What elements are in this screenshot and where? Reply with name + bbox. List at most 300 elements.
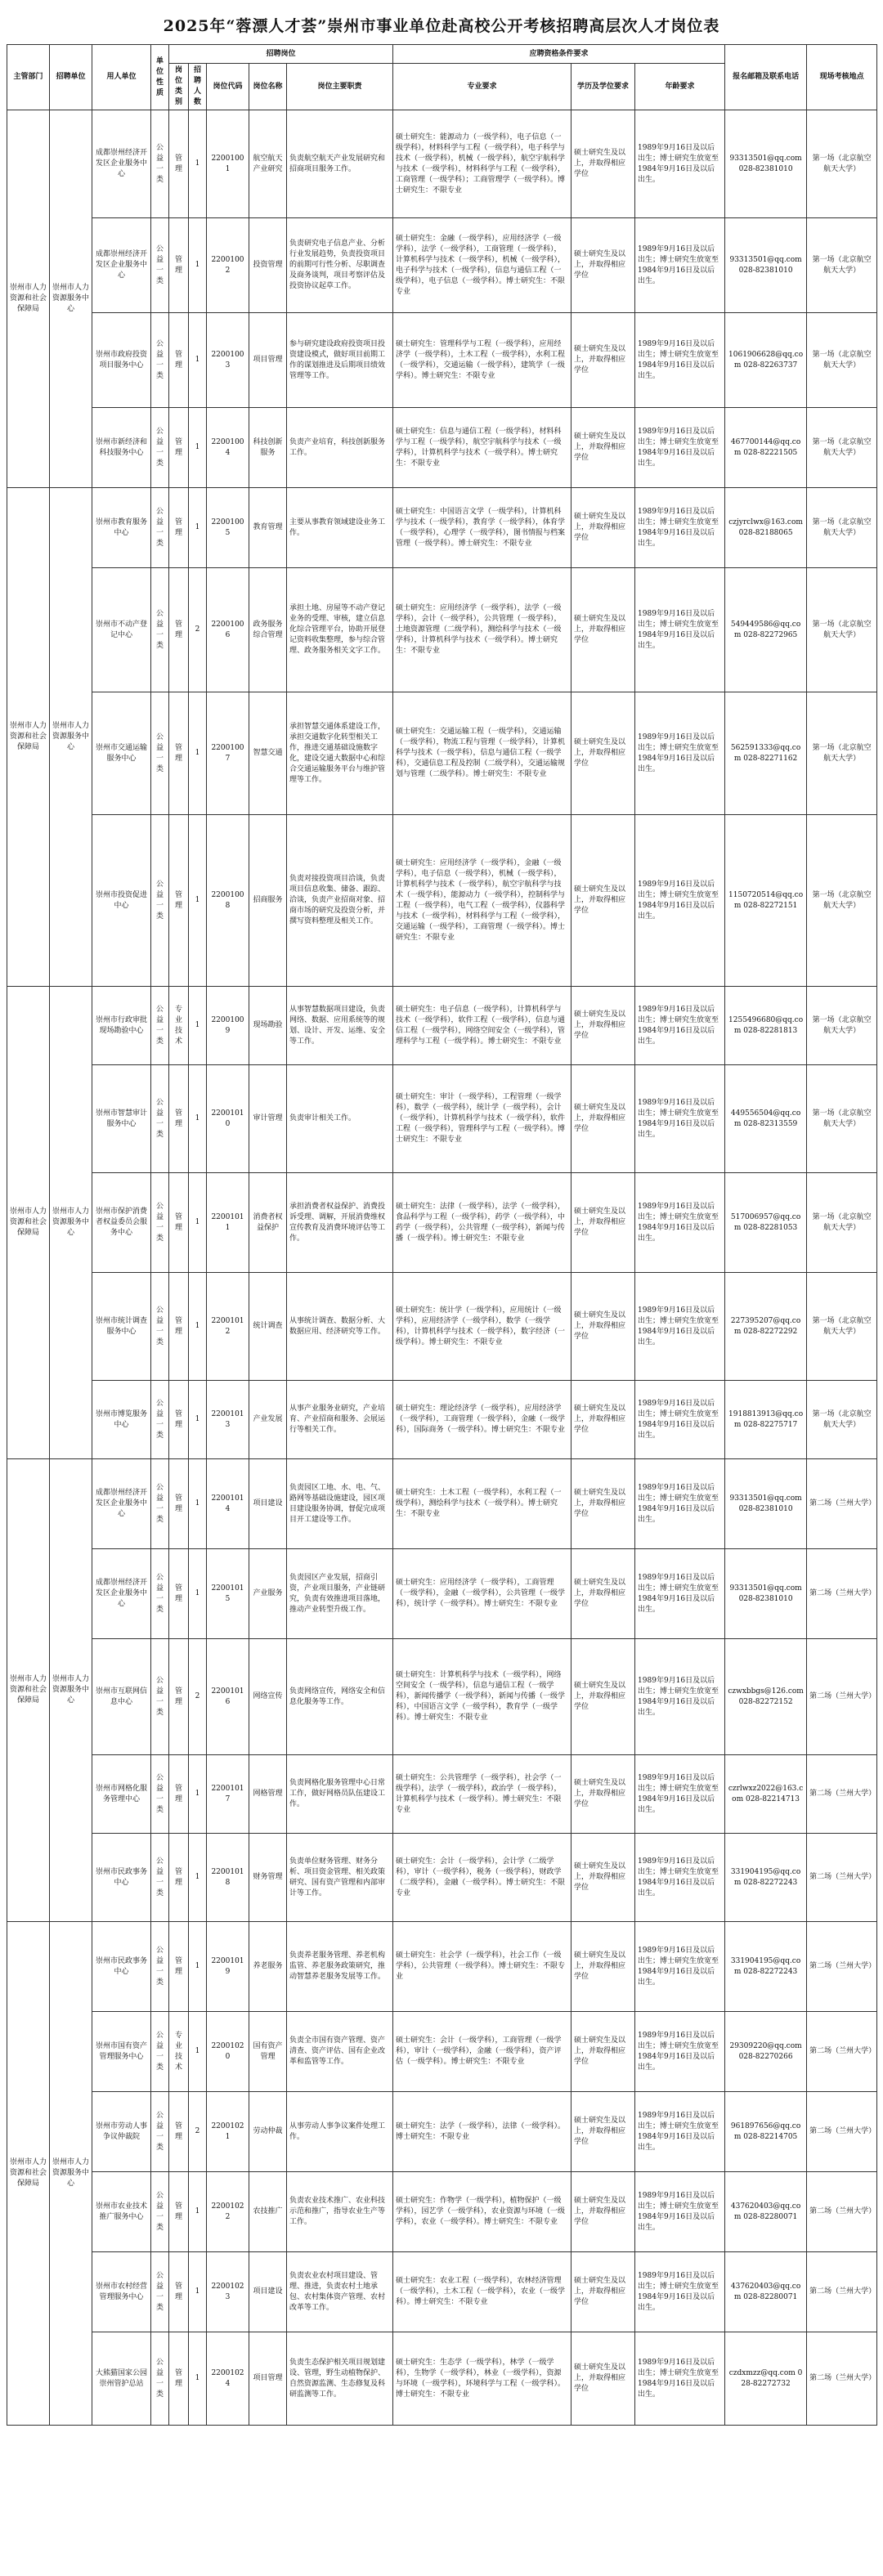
table-row (7, 1173, 877, 1273)
cell-dept: 崇州市人力资源和社会保障局 (7, 987, 50, 1459)
cell-duty: 从事统计调查、数据分析、大数据应用、经济研究等工作。 (287, 1273, 393, 1381)
cell-user-unit: 崇州市农村经营管理服务中心 (92, 2252, 151, 2332)
cell-degree: 硕士研究生及以上，并取得相应学位 (571, 1922, 635, 2012)
cell-duty: 负责全市国有资产管理、资产清查、资产评估、国有企业改革和监管等工作。 (287, 2012, 393, 2092)
cell-major: 硕士研究生：电子信息（一级学科），计算机科学与技术（一级学科），软件工程（一级学科），信息与通信工程（一级学科），网络空间安全（一级学科），管理科学与工程（一级学科）。博士研究生：不限专业 (393, 987, 571, 1065)
cell-unit: 崇州市人力资源服务中心 (50, 1459, 92, 1922)
cell-count: 1 (189, 218, 207, 313)
cell-contact[interactable]: 1061906628@qq.com 028-82263737 (725, 313, 807, 408)
cell-pos-type: 专业技术 (169, 2012, 189, 2092)
table-row (7, 110, 877, 218)
cell-age: 1989年9月16日及以后出生；博士研究生放宽至1984年9月16日及以后出生。 (635, 568, 725, 692)
cell-dept: 崇州市人力资源和社会保障局 (7, 1922, 50, 2426)
cell-unit-type: 公益一类 (151, 1639, 169, 1755)
cell-pos-name: 审计管理 (249, 1065, 287, 1173)
cell-unit-type: 公益一类 (151, 110, 169, 218)
cell-place: 第二场（兰州大学） (807, 1459, 877, 1549)
cell-place: 第一场（北京航空航天大学） (807, 488, 877, 568)
cell-major: 硕士研究生：应用经济学（一级学科），金融（一级学科），电子信息（一级学科），机械（一级学科），计算机科学与技术（一级学科），航空宇航科学与技术（一级学科），能源动力（一级学科），控制科学与工程（一级学科），电气工程（一级学科），仪器科学与技术（一级学科），材料科学与工程（一级学科），交通运输（一级学科），工商管理（一级学科）。博士研究生：不限专业 (393, 815, 571, 987)
header-major: 专业要求 (393, 64, 571, 110)
cell-degree: 硕士研究生及以上，并取得相应学位 (571, 1273, 635, 1381)
cell-major: 硕士研究生：信息与通信工程（一级学科），材料科学与工程（一级学科），航空宇航科学与技术（一级学科），计算机科学与技术（一级学科）。博士研究生：不限专业 (393, 408, 571, 488)
cell-unit-type: 公益一类 (151, 408, 169, 488)
cell-contact[interactable]: czdxmzz@qq.com 028-82272732 (725, 2332, 807, 2426)
cell-major: 硕士研究生：农业工程（一级学科），农林经济管理（一级学科），土木工程（一级学科），农业（一级学科）。博士研究生：不限专业 (393, 2252, 571, 2332)
cell-place: 第二场（兰州大学） (807, 1922, 877, 2012)
cell-user-unit: 崇州市新经济和科技服务中心 (92, 408, 151, 488)
cell-duty: 负责网格化服务管理中心日常工作，做好网格员队伍建设工作。 (287, 1755, 393, 1834)
cell-degree: 硕士研究生及以上，并取得相应学位 (571, 2092, 635, 2172)
cell-major: 硕士研究生：交通运输工程（一级学科），交通运输（一级学科），物流工程与管理（一级学科），计算机科学与技术（一级学科），信息与通信工程（一级学科），交通信息工程及控制（二级学科），交通运输规划与管理（二级学科）。博士研究生：不限专业 (393, 692, 571, 815)
cell-contact[interactable]: 562591333@qq.com 028-82271162 (725, 692, 807, 815)
cell-unit: 崇州市人力资源服务中心 (50, 488, 92, 987)
cell-unit: 崇州市人力资源服务中心 (50, 110, 92, 488)
table-row (7, 2332, 877, 2426)
cell-user-unit: 崇州市民政事务中心 (92, 1922, 151, 2012)
cell-pos-name: 统计调查 (249, 1273, 287, 1381)
cell-pos-type: 管理 (169, 218, 189, 313)
cell-degree: 硕士研究生及以上，并取得相应学位 (571, 2172, 635, 2252)
cell-degree: 硕士研究生及以上，并取得相应学位 (571, 110, 635, 218)
cell-age: 1989年9月16日及以后出生；博士研究生放宽至1984年9月16日及以后出生。 (635, 2092, 725, 2172)
cell-age: 1989年9月16日及以后出生；博士研究生放宽至1984年9月16日及以后出生。 (635, 1834, 725, 1922)
cell-unit-type: 公益一类 (151, 2172, 169, 2252)
cell-age: 1989年9月16日及以后出生；博士研究生放宽至1984年9月16日及以后出生。 (635, 987, 725, 1065)
cell-place: 第一场（北京航空航天大学） (807, 568, 877, 692)
cell-count: 1 (189, 2172, 207, 2252)
cell-duty: 负责审计相关工作。 (287, 1065, 393, 1173)
cell-place: 第一场（北京航空航天大学） (807, 1273, 877, 1381)
table-row (7, 692, 877, 815)
cell-user-unit: 崇州市互联网信息中心 (92, 1639, 151, 1755)
cell-degree: 硕士研究生及以上，并取得相应学位 (571, 2332, 635, 2426)
cell-unit-type: 公益一类 (151, 815, 169, 987)
cell-pos-type: 管理 (169, 1173, 189, 1273)
cell-place: 第二场（兰州大学） (807, 2092, 877, 2172)
cell-code: 22001007 (207, 692, 249, 815)
cell-code: 22001018 (207, 1834, 249, 1922)
cell-pos-type: 管理 (169, 568, 189, 692)
cell-age: 1989年9月16日及以后出生；博士研究生放宽至1984年9月16日及以后出生。 (635, 2332, 725, 2426)
cell-degree: 硕士研究生及以上，并取得相应学位 (571, 1173, 635, 1273)
cell-code: 22001001 (207, 110, 249, 218)
cell-contact[interactable]: 331904195@qq.com 028-82272243 (725, 1834, 807, 1922)
cell-code: 22001017 (207, 1755, 249, 1834)
cell-age: 1989年9月16日及以后出生；博士研究生放宽至1984年9月16日及以后出生。 (635, 2012, 725, 2092)
cell-pos-name: 智慧交通 (249, 692, 287, 815)
cell-age: 1989年9月16日及以后出生；博士研究生放宽至1984年9月16日及以后出生。 (635, 815, 725, 987)
cell-major: 硕士研究生：作物学（一级学科），植物保护（一级学科），园艺学（一级学科），农业资源与环境（一级学科），农业（一级学科）。博士研究生：不限专业 (393, 2172, 571, 2252)
cell-major: 硕士研究生：生态学（一级学科），林学（一级学科），生物学（一级学科），林业（一级学科），资源与环境（一级学科），环境科学与工程（一级学科）。博士研究生：不限专业 (393, 2332, 571, 2426)
cell-duty: 承担智慧交通体系建设工作，承担交通数字化转型相关工作，推进交通基础设施数字化，建设交通大数据中心和综合交通运输服务平台与维护管理等工作。 (287, 692, 393, 815)
cell-degree: 硕士研究生及以上，并取得相应学位 (571, 1065, 635, 1173)
cell-code: 22001004 (207, 408, 249, 488)
table-row (7, 1549, 877, 1639)
table-row (7, 1639, 877, 1755)
cell-degree: 硕士研究生及以上，并取得相应学位 (571, 218, 635, 313)
cell-contact[interactable]: 331904195@qq.com 028-82272243 (725, 1922, 807, 2012)
cell-pos-name: 项目管理 (249, 2332, 287, 2426)
cell-count: 1 (189, 408, 207, 488)
cell-place: 第二场（兰州大学） (807, 2252, 877, 2332)
cell-user-unit: 崇州市网格化服务管理中心 (92, 1755, 151, 1834)
header-unit: 招聘单位 (50, 45, 92, 110)
cell-degree: 硕士研究生及以上，并取得相应学位 (571, 568, 635, 692)
cell-count: 1 (189, 2012, 207, 2092)
cell-code: 22001024 (207, 2332, 249, 2426)
table-row (7, 2092, 877, 2172)
cell-user-unit: 成都崇州经济开发区企业服务中心 (92, 110, 151, 218)
cell-duty: 承担土地、房屋等不动产登记业务的受理、审核，建立信息化综合管理平台，协助开展登记资料收集整理，参与综合管理、政务服务相关文字工作。 (287, 568, 393, 692)
cell-pos-name: 项目建设 (249, 2252, 287, 2332)
table-row (7, 1459, 877, 1549)
header-count: 招聘人数 (189, 64, 207, 110)
cell-unit-type: 公益一类 (151, 1922, 169, 2012)
cell-code: 22001009 (207, 987, 249, 1065)
cell-major: 硕士研究生：法律（一级学科），法学（一级学科），食品科学与工程（一级学科），药学（一级学科），中药学（一级学科），公共管理（一级学科），新闻与传播（一级学科）。博士研究生：不限专业 (393, 1173, 571, 1273)
cell-degree: 硕士研究生及以上，并取得相应学位 (571, 1549, 635, 1639)
header-duty: 岗位主要职责 (287, 64, 393, 110)
cell-pos-name: 消费者权益保护 (249, 1173, 287, 1273)
cell-degree: 硕士研究生及以上，并取得相应学位 (571, 1459, 635, 1549)
cell-dept: 崇州市人力资源和社会保障局 (7, 110, 50, 488)
cell-user-unit: 大熊猫国家公园崇州管护总站 (92, 2332, 151, 2426)
cell-code: 22001020 (207, 2012, 249, 2092)
header-position-group: 招聘岗位 (169, 45, 393, 64)
cell-count: 1 (189, 987, 207, 1065)
cell-duty: 负责园区工地、水、电、气、路网等基础设施建设，园区项目建设服务协调，督促完成项目开工建设等工作。 (287, 1459, 393, 1549)
cell-duty: 负责研究电子信息产业、分析行业发展趋势，负责投资项目的前期可行性分析、尽职调查及商务谈判，项目考察评估及投资协议起草工作。 (287, 218, 393, 313)
header-unit-type: 单位性质 (151, 45, 169, 110)
cell-age: 1989年9月16日及以后出生；博士研究生放宽至1984年9月16日及以后出生。 (635, 2172, 725, 2252)
cell-pos-name: 国有资产管理 (249, 2012, 287, 2092)
cell-pos-type: 管理 (169, 408, 189, 488)
cell-age: 1989年9月16日及以后出生；博士研究生放宽至1984年9月16日及以后出生。 (635, 313, 725, 408)
cell-age: 1989年9月16日及以后出生；博士研究生放宽至1984年9月16日及以后出生。 (635, 218, 725, 313)
cell-user-unit: 成都崇州经济开发区企业服务中心 (92, 1459, 151, 1549)
cell-duty: 负责网络宣传，网络安全和信息化服务等工作。 (287, 1639, 393, 1755)
cell-unit: 崇州市人力资源服务中心 (50, 987, 92, 1459)
cell-code: 22001015 (207, 1549, 249, 1639)
cell-major: 硕士研究生：金融（一级学科），应用经济学（一级学科），法学（一级学科），工商管理（一级学科），计算机科学与技术（一级学科），机械（一级学科），电子科学与技术（一级学科），信息与通信工程（一级学科），电子信息（一级学科）。博士研究生：不限专业 (393, 218, 571, 313)
cell-user-unit: 崇州市不动产登记中心 (92, 568, 151, 692)
cell-age: 1989年9月16日及以后出生；博士研究生放宽至1984年9月16日及以后出生。 (635, 692, 725, 815)
cell-count: 1 (189, 692, 207, 815)
cell-major: 硕士研究生：统计学（一级学科），应用统计（一级学科），应用经济学（一级学科），数学（一级学科），计算机科学与技术（一级学科），数字经济（一级学科）。博士研究生：不限专业 (393, 1273, 571, 1381)
cell-place: 第二场（兰州大学） (807, 1639, 877, 1755)
header-user-unit: 用人单位 (92, 45, 151, 110)
cell-code: 22001006 (207, 568, 249, 692)
cell-major: 硕士研究生：能源动力（一级学科），电子信息（一级学科），材料科学与工程（一级学科），电子科学与技术（一级学科），机械（一级学科），航空宇航科学与技术（一级学科），材料科学与工程（一级学科），工商管理（一级学科）；工商管理学（一级学科）。博士研究生：不限专业 (393, 110, 571, 218)
cell-degree: 硕士研究生及以上，并取得相应学位 (571, 815, 635, 987)
cell-unit-type: 公益一类 (151, 2092, 169, 2172)
cell-pos-name: 项目建设 (249, 1459, 287, 1549)
cell-age: 1989年9月16日及以后出生；博士研究生放宽至1984年9月16日及以后出生。 (635, 408, 725, 488)
cell-unit-type: 公益一类 (151, 1834, 169, 1922)
cell-count: 1 (189, 1065, 207, 1173)
cell-contact[interactable]: 449556504@qq.com 028-82313559 (725, 1065, 807, 1173)
header-condition-group: 应聘资格条件要求 (393, 45, 725, 64)
cell-user-unit: 崇州市民政事务中心 (92, 1834, 151, 1922)
cell-code: 22001005 (207, 488, 249, 568)
cell-duty: 从事劳动人事争议案件处理工作。 (287, 2092, 393, 2172)
cell-count: 1 (189, 815, 207, 987)
cell-count: 1 (189, 313, 207, 408)
cell-degree: 硕士研究生及以上，并取得相应学位 (571, 987, 635, 1065)
cell-place: 第一场（北京航空航天大学） (807, 815, 877, 987)
cell-count: 1 (189, 488, 207, 568)
header-code: 岗位代码 (207, 64, 249, 110)
cell-major: 硕士研究生：社会学（一级学科），社会工作（一级学科），公共管理（一级学科）。博士研究生：不限专业 (393, 1922, 571, 2012)
table-row (7, 1834, 877, 1922)
cell-count: 1 (189, 2252, 207, 2332)
cell-age: 1989年9月16日及以后出生；博士研究生放宽至1984年9月16日及以后出生。 (635, 488, 725, 568)
cell-count: 1 (189, 1173, 207, 1273)
table-row (7, 1273, 877, 1381)
cell-unit-type: 公益一类 (151, 1273, 169, 1381)
table-row (7, 2172, 877, 2252)
cell-pos-name: 投资管理 (249, 218, 287, 313)
cell-pos-type: 管理 (169, 1381, 189, 1459)
cell-unit-type: 公益一类 (151, 1381, 169, 1459)
cell-count: 2 (189, 1639, 207, 1755)
cell-pos-type: 管理 (169, 1922, 189, 2012)
table-row (7, 1922, 877, 2012)
cell-count: 1 (189, 110, 207, 218)
cell-code: 22001012 (207, 1273, 249, 1381)
cell-major: 硕士研究生：土木工程（一级学科），水利工程（一级学科），测绘科学与技术（一级学科）。博士研究生：不限专业 (393, 1459, 571, 1549)
cell-age: 1989年9月16日及以后出生；博士研究生放宽至1984年9月16日及以后出生。 (635, 1639, 725, 1755)
table-row (7, 488, 877, 568)
table-row (7, 1755, 877, 1834)
cell-contact[interactable]: 437620403@qq.com 028-82280071 (725, 2252, 807, 2332)
cell-unit-type: 公益一类 (151, 568, 169, 692)
cell-major: 硕士研究生：会计（一级学科），工商管理（一级学科），审计（一级学科），金融（一级学科），资产评估（一级学科）。博士研究生：不限专业 (393, 2012, 571, 2092)
cell-duty: 负责农业技术推广、农业科技示范和推广，指导农业生产等工作。 (287, 2172, 393, 2252)
cell-code: 22001002 (207, 218, 249, 313)
cell-duty: 从事智慧数据项目建设，负责网络、数据、应用系统等的规划、设计、开发、运维、安全等工作。 (287, 987, 393, 1065)
cell-major: 硕士研究生：计算机科学与技术（一级学科），网络空间安全（一级学科），信息与通信工程（一级学科），新闻传播学（一级学科），新闻与传播（一级学科），中国语言文学（一级学科），教育学（一级学科）。博士研究生：不限专业 (393, 1639, 571, 1755)
cell-user-unit: 成都崇州经济开发区企业服务中心 (92, 1549, 151, 1639)
cell-code: 22001019 (207, 1922, 249, 2012)
cell-pos-name: 产业发展 (249, 1381, 287, 1459)
cell-pos-name: 网络宣传 (249, 1639, 287, 1755)
cell-contact[interactable]: 1918813913@qq.com 028-82275717 (725, 1381, 807, 1459)
cell-place: 第二场（兰州大学） (807, 1755, 877, 1834)
cell-pos-type: 管理 (169, 692, 189, 815)
cell-count: 1 (189, 1549, 207, 1639)
cell-code: 22001011 (207, 1173, 249, 1273)
cell-code: 22001023 (207, 2252, 249, 2332)
cell-age: 1989年9月16日及以后出生；博士研究生放宽至1984年9月16日及以后出生。 (635, 1922, 725, 2012)
cell-major: 硕士研究生：会计（一级学科），会计学（二级学科），审计（一级学科），税务（一级学科），财政学（二级学科），金融（一级学科）。博士研究生：不限专业 (393, 1834, 571, 1922)
cell-count: 1 (189, 2332, 207, 2426)
cell-user-unit: 崇州市国有资产管理服务中心 (92, 2012, 151, 2092)
cell-dept: 崇州市人力资源和社会保障局 (7, 488, 50, 987)
cell-pos-name: 网格管理 (249, 1755, 287, 1834)
cell-duty: 主要从事教育领域建设业务工作。 (287, 488, 393, 568)
cell-pos-name: 财务管理 (249, 1834, 287, 1922)
cell-age: 1989年9月16日及以后出生；博士研究生放宽至1984年9月16日及以后出生。 (635, 1549, 725, 1639)
cell-count: 1 (189, 1381, 207, 1459)
cell-unit-type: 公益一类 (151, 1173, 169, 1273)
header-pos-type: 岗位类别 (169, 64, 189, 110)
cell-contact[interactable]: czjyrclwx@163.com 028-82188065 (725, 488, 807, 568)
cell-contact[interactable]: 29309220@qq.com 028-82270266 (725, 2012, 807, 2092)
cell-unit-type: 公益一类 (151, 2252, 169, 2332)
cell-duty: 参与研究建设政府投资项目投资建设模式，做好项目前期工作的谋划推进及后期项目绩效管理等工作。 (287, 313, 393, 408)
cell-pos-name: 现场勘验 (249, 987, 287, 1065)
cell-place: 第二场（兰州大学） (807, 1834, 877, 1922)
cell-contact[interactable]: 961897656@qq.com 028-82214705 (725, 2092, 807, 2172)
cell-user-unit: 崇州市保护消费者权益委员会服务中心 (92, 1173, 151, 1273)
cell-pos-name: 农技推广 (249, 2172, 287, 2252)
cell-count: 1 (189, 1273, 207, 1381)
cell-degree: 硕士研究生及以上，并取得相应学位 (571, 1639, 635, 1755)
cell-unit-type: 公益一类 (151, 488, 169, 568)
cell-user-unit: 崇州市智慧审计服务中心 (92, 1065, 151, 1173)
cell-unit-type: 公益一类 (151, 313, 169, 408)
cell-count: 2 (189, 2092, 207, 2172)
cell-dept: 崇州市人力资源和社会保障局 (7, 1459, 50, 1922)
cell-unit-type: 公益一类 (151, 218, 169, 313)
header-pos-name: 岗位名称 (249, 64, 287, 110)
cell-major: 硕士研究生：应用经济学（一级学科），法学（一级学科），会计（一级学科），公共管理（一级学科），土地资源管理（二级学科），测绘科学与技术（一级学科），计算机科学与技术（一级学科）。博士研究生：不限专业 (393, 568, 571, 692)
cell-code: 22001008 (207, 815, 249, 987)
cell-pos-type: 管理 (169, 1834, 189, 1922)
cell-count: 1 (189, 1755, 207, 1834)
header-contact: 报名邮箱及联系电话 (725, 45, 807, 110)
cell-pos-name: 科技创新服务 (249, 408, 287, 488)
cell-place: 第一场（北京航空航天大学） (807, 313, 877, 408)
cell-count: 1 (189, 1922, 207, 2012)
cell-contact[interactable]: 1255496680@qq.com 028-82281813 (725, 987, 807, 1065)
cell-contact[interactable]: czrlwxz2022@163.com 028-82214713 (725, 1755, 807, 1834)
cell-contact[interactable]: 1150720514@qq.com 028-82272151 (725, 815, 807, 987)
cell-duty: 负责单位财务管理、财务分析、项目资金管理、相关政策研究、国有资产管理和内部审计等工作。 (287, 1834, 393, 1922)
cell-pos-name: 项目管理 (249, 313, 287, 408)
cell-pos-name: 养老服务 (249, 1922, 287, 2012)
cell-pos-type: 管理 (169, 313, 189, 408)
cell-age: 1989年9月16日及以后出生；博士研究生放宽至1984年9月16日及以后出生。 (635, 110, 725, 218)
cell-pos-type: 管理 (169, 110, 189, 218)
cell-degree: 硕士研究生及以上，并取得相应学位 (571, 488, 635, 568)
header-degree: 学历及学位要求 (571, 64, 635, 110)
cell-duty: 负责航空航天产业发展研究和招商项目服务工作。 (287, 110, 393, 218)
cell-duty: 承担消费者权益保护、消费投诉受理、调解，开展消费维权宣传教育及消费环境评估等工作。 (287, 1173, 393, 1273)
cell-degree: 硕士研究生及以上，并取得相应学位 (571, 313, 635, 408)
cell-contact[interactable]: 93313501@qq.com 028-82381010 (725, 110, 807, 218)
cell-major: 硕士研究生：理论经济学（一级学科），应用经济学（一级学科），工商管理（一级学科），金融（一级学科），国际商务（一级学科）。博士研究生：不限专业 (393, 1381, 571, 1459)
cell-user-unit: 崇州市投资促进中心 (92, 815, 151, 987)
cell-duty: 负责产业培育，科技创新服务工作。 (287, 408, 393, 488)
cell-unit: 崇州市人力资源服务中心 (50, 1922, 92, 2426)
cell-unit-type: 公益一类 (151, 2012, 169, 2092)
cell-age: 1989年9月16日及以后出生；博士研究生放宽至1984年9月16日及以后出生。 (635, 1755, 725, 1834)
cell-pos-type: 管理 (169, 2332, 189, 2426)
cell-place: 第一场（北京航空航天大学） (807, 110, 877, 218)
cell-user-unit: 崇州市农业技术推广服务中心 (92, 2172, 151, 2252)
cell-pos-type: 专业技术 (169, 987, 189, 1065)
cell-contact[interactable]: 227395207@qq.com 028-82272292 (725, 1273, 807, 1381)
cell-contact[interactable]: 467700144@qq.com 028-82221505 (725, 408, 807, 488)
cell-code: 22001003 (207, 313, 249, 408)
table-row (7, 218, 877, 313)
table-row (7, 987, 877, 1065)
cell-contact[interactable]: czwxbbgs@126.com 028-82272152 (725, 1639, 807, 1755)
cell-pos-name: 招商服务 (249, 815, 287, 987)
cell-age: 1989年9月16日及以后出生；博士研究生放宽至1984年9月16日及以后出生。 (635, 1065, 725, 1173)
cell-code: 22001021 (207, 2092, 249, 2172)
cell-contact[interactable]: 93313501@qq.com 028-82381010 (725, 218, 807, 313)
cell-unit-type: 公益一类 (151, 1065, 169, 1173)
cell-pos-type: 管理 (169, 815, 189, 987)
cell-contact[interactable]: 549449586@qq.com 028-82272965 (725, 568, 807, 692)
table-row (7, 408, 877, 488)
cell-degree: 硕士研究生及以上，并取得相应学位 (571, 1834, 635, 1922)
cell-pos-type: 管理 (169, 2252, 189, 2332)
cell-place: 第二场（兰州大学） (807, 2172, 877, 2252)
header-dept: 主管部门 (7, 45, 50, 110)
cell-major: 硕士研究生：审计（一级学科），工程管理（一级学科），数学（一级学科），统计学（一级学科），会计（一级学科），计算机科学与技术（一级学科），软件工程（一级学科），管理科学与工程（一级学科）。博士研究生：不限专业 (393, 1065, 571, 1173)
cell-user-unit: 崇州市教育服务中心 (92, 488, 151, 568)
cell-pos-type: 管理 (169, 2092, 189, 2172)
cell-duty: 负责对接投资项目洽谈，负责项目信息收集、储备、跟踪、洽谈，负责产业招商对象、招商市场的研究及投资分析，并撰写资料整理及相关工作。 (287, 815, 393, 987)
positions-table (7, 44, 877, 2426)
cell-place: 第一场（北京航空航天大学） (807, 692, 877, 815)
cell-age: 1989年9月16日及以后出生；博士研究生放宽至1984年9月16日及以后出生。 (635, 1173, 725, 1273)
table-row (7, 1381, 877, 1459)
cell-user-unit: 崇州市政府投资项目服务中心 (92, 313, 151, 408)
cell-duty: 负责生态保护相关项目规划建设、管理，野生动植物保护、自然资源监测、生态修复及科研监测等工作。 (287, 2332, 393, 2426)
cell-degree: 硕士研究生及以上，并取得相应学位 (571, 2252, 635, 2332)
cell-pos-type: 管理 (169, 2172, 189, 2252)
table-row (7, 568, 877, 692)
cell-code: 22001014 (207, 1459, 249, 1549)
cell-pos-name: 航空航天产业研究 (249, 110, 287, 218)
cell-place: 第一场（北京航空航天大学） (807, 408, 877, 488)
cell-place: 第二场（兰州大学） (807, 1549, 877, 1639)
cell-user-unit: 崇州市劳动人事争议仲裁院 (92, 2092, 151, 2172)
cell-major: 硕士研究生：法学（一级学科），法律（一级学科）。博士研究生：不限专业 (393, 2092, 571, 2172)
cell-pos-type: 管理 (169, 1065, 189, 1173)
cell-user-unit: 崇州市行政审批现场勘验中心 (92, 987, 151, 1065)
cell-contact[interactable]: 517006957@qq.com 028-82281053 (725, 1173, 807, 1273)
cell-contact[interactable]: 93313501@qq.com 028-82381010 (725, 1549, 807, 1639)
cell-degree: 硕士研究生及以上，并取得相应学位 (571, 2012, 635, 2092)
cell-code: 22001022 (207, 2172, 249, 2252)
cell-user-unit: 成都崇州经济开发区企业服务中心 (92, 218, 151, 313)
cell-unit-type: 公益一类 (151, 1549, 169, 1639)
cell-age: 1989年9月16日及以后出生；博士研究生放宽至1984年9月16日及以后出生。 (635, 2252, 725, 2332)
cell-pos-name: 教育管理 (249, 488, 287, 568)
cell-age: 1989年9月16日及以后出生；博士研究生放宽至1984年9月16日及以后出生。 (635, 1273, 725, 1381)
cell-place: 第二场（兰州大学） (807, 2332, 877, 2426)
cell-contact[interactable]: 437620403@qq.com 028-82280071 (725, 2172, 807, 2252)
cell-age: 1989年9月16日及以后出生；博士研究生放宽至1984年9月16日及以后出生。 (635, 1459, 725, 1549)
cell-pos-type: 管理 (169, 1459, 189, 1549)
cell-contact[interactable]: 93313501@qq.com 028-82381010 (725, 1459, 807, 1549)
cell-place: 第一场（北京航空航天大学） (807, 218, 877, 313)
cell-user-unit: 崇州市博览服务中心 (92, 1381, 151, 1459)
cell-unit-type: 公益一类 (151, 1459, 169, 1549)
cell-count: 1 (189, 1834, 207, 1922)
page-title: 2025年“蓉漂人才荟”崇州市事业单位赴高校公开考核招聘高层次人才岗位表 (163, 17, 720, 35)
cell-place: 第一场（北京航空航天大学） (807, 987, 877, 1065)
cell-degree: 硕士研究生及以上，并取得相应学位 (571, 408, 635, 488)
cell-age: 1989年9月16日及以后出生；博士研究生放宽至1984年9月16日及以后出生。 (635, 1381, 725, 1459)
header-place: 现场考核地点 (807, 45, 877, 110)
